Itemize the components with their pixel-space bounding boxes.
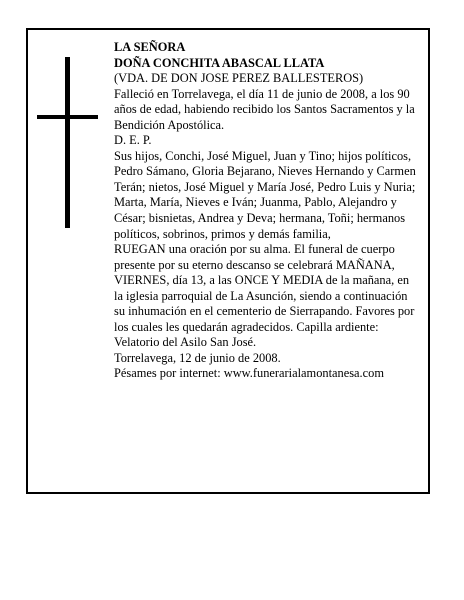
place-date-line: Torrelavega, 12 de junio de 2008.: [114, 350, 281, 365]
obituary-notice: [26, 28, 430, 494]
cross-icon: [37, 57, 98, 228]
notice-text: [114, 40, 420, 382]
family-paragraph: Sus hijos, Conchi, José Miguel, Juan y Tino; hijos políticos, Pedro Sámano, Gloria Bejarano, Nieves Hernando y Carmen Terán; nietos, José Miguel y María José, Pedro Luis y Nuria; Marta, María, Nieves e Iván; Juanma, Pablo, Alejandro y César; bisnietas, Andrea y Deva; hermana, Toñi; hermanos políticos, sobrinos, primos y demás familia,: [114, 148, 416, 241]
death-paragraph: Falleció en Torrelavega, el día 11 de junio de 2008, a los 90 años de edad, habiendo recibido los Santos Sacramentos y la Bendición Apostólica.: [114, 86, 415, 132]
dep-line: D. E. P.: [114, 133, 152, 148]
funeral-paragraph: RUEGAN una oración por su alma. El funeral de cuerpo presente por su eterno descanso se celebrará MAÑANA, VIERNES, día 13, a las ONCE Y MEDIA de la mañana, en la iglesia parroquial de La Asunción, siendo a continuación su inhumación en el cementerio de Sierrapando. Favores por los cuales les quedarán agradecidos. Capilla ardiente: Velatorio del Asilo San José.: [114, 242, 415, 350]
widow-subheading: (VDA. DE DON JOSE PEREZ BALLESTEROS): [114, 71, 364, 86]
deceased-name: DOÑA CONCHITA ABASCAL LLATA: [114, 55, 325, 70]
heading-title: LA SEÑORA: [114, 40, 186, 54]
condolences-line: Pésames por internet: www.funerarialamontanesa.com: [114, 366, 384, 381]
